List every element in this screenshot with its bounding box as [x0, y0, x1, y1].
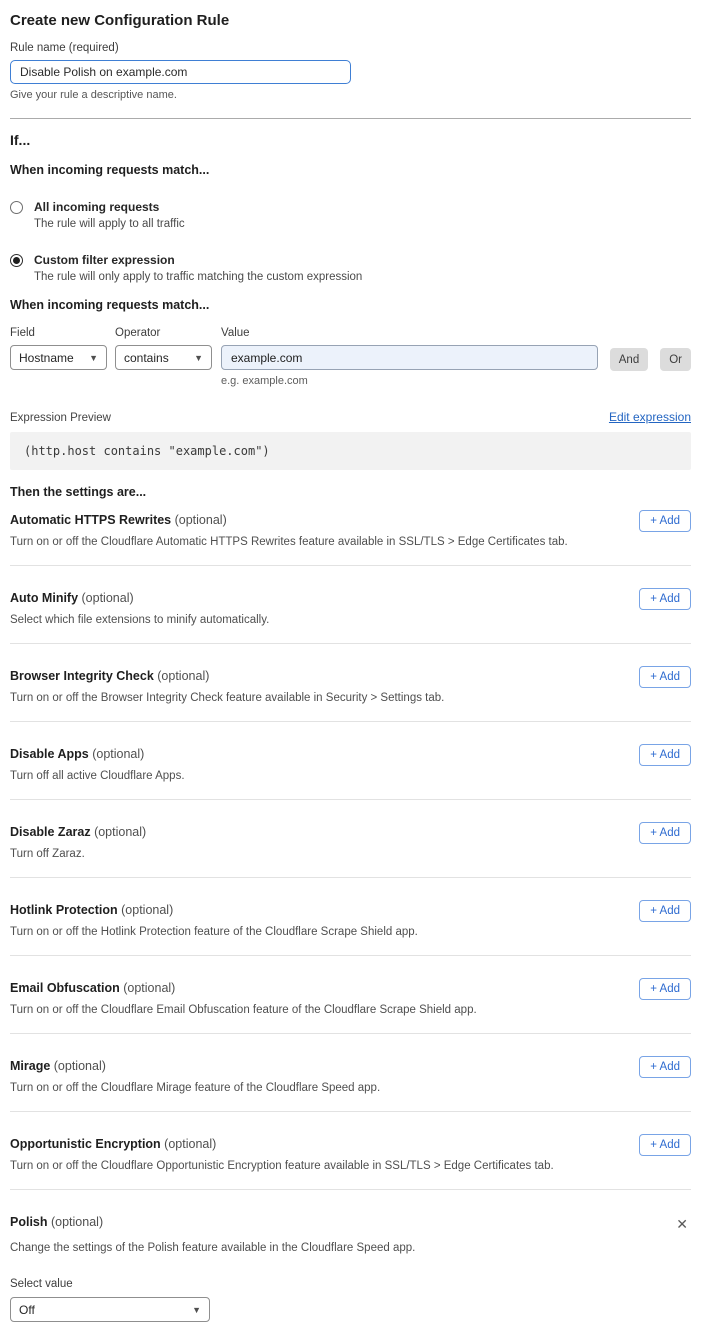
- value-input[interactable]: [221, 345, 598, 370]
- operator-select[interactable]: contains ▼: [115, 345, 212, 370]
- add-setting-button[interactable]: + Add: [639, 822, 691, 844]
- setting-description: Change the settings of the Polish feature available in the Cloudflare Speed app.: [10, 1242, 416, 1254]
- chevron-down-icon: ▼: [89, 352, 98, 363]
- setting-row: [10, 800, 691, 878]
- setting-description: Select which file extensions to minify automatically.: [10, 614, 270, 626]
- setting-title: Email Obfuscation (optional): [10, 981, 176, 995]
- add-setting-button[interactable]: + Add: [639, 978, 691, 1000]
- setting-description: Turn off all active Cloudflare Apps.: [10, 770, 185, 782]
- edit-expression-link[interactable]: Edit expression: [608, 410, 691, 424]
- setting-description: Turn on or off the Cloudflare Email Obfuscation feature of the Cloudflare Scrape Shield app.: [10, 1004, 477, 1016]
- optional-suffix: (optional): [50, 1059, 106, 1073]
- builder-heading: When incoming requests match...: [10, 298, 210, 312]
- radio-icon-selected[interactable]: [10, 254, 23, 267]
- then-settings-heading: Then the settings are...: [10, 485, 147, 499]
- expression-builder-row: [10, 327, 691, 387]
- setting-row: [10, 499, 691, 566]
- setting-title: Disable Zaraz (optional): [10, 825, 147, 839]
- add-setting-button[interactable]: + Add: [639, 588, 691, 610]
- rule-name-label: Rule name (required): [10, 42, 119, 54]
- setting-description: Turn off Zaraz.: [10, 848, 85, 860]
- expression-preview-code: (http.host contains "example.com"): [10, 432, 691, 470]
- setting-polish-expanded: [10, 1190, 691, 1322]
- radio-option-label: Custom filter expression: [34, 253, 175, 267]
- setting-title: Hotlink Protection (optional): [10, 903, 174, 917]
- setting-title: Auto Minify (optional): [10, 591, 134, 605]
- optional-suffix: (optional): [171, 513, 227, 527]
- setting-description: Turn on or off the Cloudflare Opportunistic Encryption feature available in SSL/TLS > Edge Certificates tab.: [10, 1160, 554, 1172]
- section-divider: [10, 118, 691, 119]
- add-setting-button[interactable]: + Add: [639, 666, 691, 688]
- radio-option-all-incoming-requests[interactable]: [10, 200, 691, 230]
- optional-suffix: (optional): [160, 1137, 217, 1151]
- rule-name-group: [10, 42, 691, 101]
- chevron-down-icon: ▼: [194, 352, 203, 363]
- setting-title: Browser Integrity Check (optional): [10, 669, 210, 683]
- rule-name-input[interactable]: [10, 60, 351, 84]
- match-subheading: When incoming requests match...: [10, 163, 210, 177]
- add-setting-button[interactable]: + Add: [639, 510, 691, 532]
- setting-row: [10, 722, 691, 800]
- settings-rows: [10, 499, 691, 1190]
- rule-name-helper: Give your rule a descriptive name.: [10, 89, 177, 101]
- select-value-label: Select value: [10, 1278, 73, 1290]
- optional-suffix: (optional): [117, 903, 174, 917]
- setting-title: Mirage (optional): [10, 1059, 106, 1073]
- or-button[interactable]: Or: [660, 348, 691, 371]
- setting-row: [10, 1034, 691, 1112]
- chevron-down-icon: ▼: [192, 1304, 201, 1315]
- setting-title: Disable Apps (optional): [10, 747, 145, 761]
- setting-row: [10, 566, 691, 644]
- setting-description: Turn on or off the Cloudflare Automatic HTTPS Rewrites feature available in SSL/TLS > Edge Certificates tab.: [10, 536, 568, 548]
- radio-option-label: All incoming requests: [34, 200, 160, 214]
- radio-option-description: The rule will only apply to traffic matching the custom expression: [34, 271, 363, 283]
- optional-suffix: (optional): [153, 669, 210, 683]
- close-icon[interactable]: ✕: [676, 1216, 688, 1232]
- setting-title: Automatic HTTPS Rewrites (optional): [10, 513, 227, 527]
- and-button[interactable]: And: [610, 348, 648, 371]
- add-setting-button[interactable]: + Add: [639, 1134, 691, 1156]
- optional-suffix: (optional): [47, 1215, 104, 1229]
- field-label: Field: [10, 327, 35, 339]
- operator-label: Operator: [115, 327, 161, 339]
- expression-preview-header: [10, 410, 691, 424]
- optional-suffix: (optional): [90, 825, 147, 839]
- setting-description: Turn on or off the Hotlink Protection feature of the Cloudflare Scrape Shield app.: [10, 926, 418, 938]
- value-label: Value: [221, 327, 250, 339]
- add-setting-button[interactable]: + Add: [639, 1056, 691, 1078]
- page-title: Create new Configuration Rule: [10, 12, 230, 29]
- setting-description: Turn on or off the Browser Integrity Check feature available in Security > Settings tab.: [10, 692, 445, 704]
- add-setting-button[interactable]: + Add: [639, 900, 691, 922]
- field-select[interactable]: Hostname ▼: [10, 345, 107, 370]
- radio-icon[interactable]: [10, 201, 23, 214]
- value-helper: e.g. example.com: [221, 375, 308, 387]
- optional-suffix: (optional): [78, 591, 134, 605]
- optional-suffix: (optional): [119, 981, 176, 995]
- radio-option-description: The rule will apply to all traffic: [34, 218, 185, 230]
- radio-option-custom-filter-expression[interactable]: [10, 253, 691, 283]
- polish-value-select[interactable]: Off ▼: [10, 1297, 210, 1322]
- setting-title: Opportunistic Encryption (optional): [10, 1137, 217, 1151]
- setting-row: [10, 644, 691, 722]
- add-setting-button[interactable]: + Add: [639, 744, 691, 766]
- setting-row: [10, 878, 691, 956]
- setting-title: Polish (optional): [10, 1215, 104, 1229]
- expression-preview-label: Expression Preview: [10, 412, 111, 424]
- optional-suffix: (optional): [88, 747, 145, 761]
- setting-description: Turn on or off the Cloudflare Mirage feature of the Cloudflare Speed app.: [10, 1082, 381, 1094]
- setting-row: [10, 1112, 691, 1190]
- setting-row: [10, 956, 691, 1034]
- if-heading: If...: [10, 132, 31, 148]
